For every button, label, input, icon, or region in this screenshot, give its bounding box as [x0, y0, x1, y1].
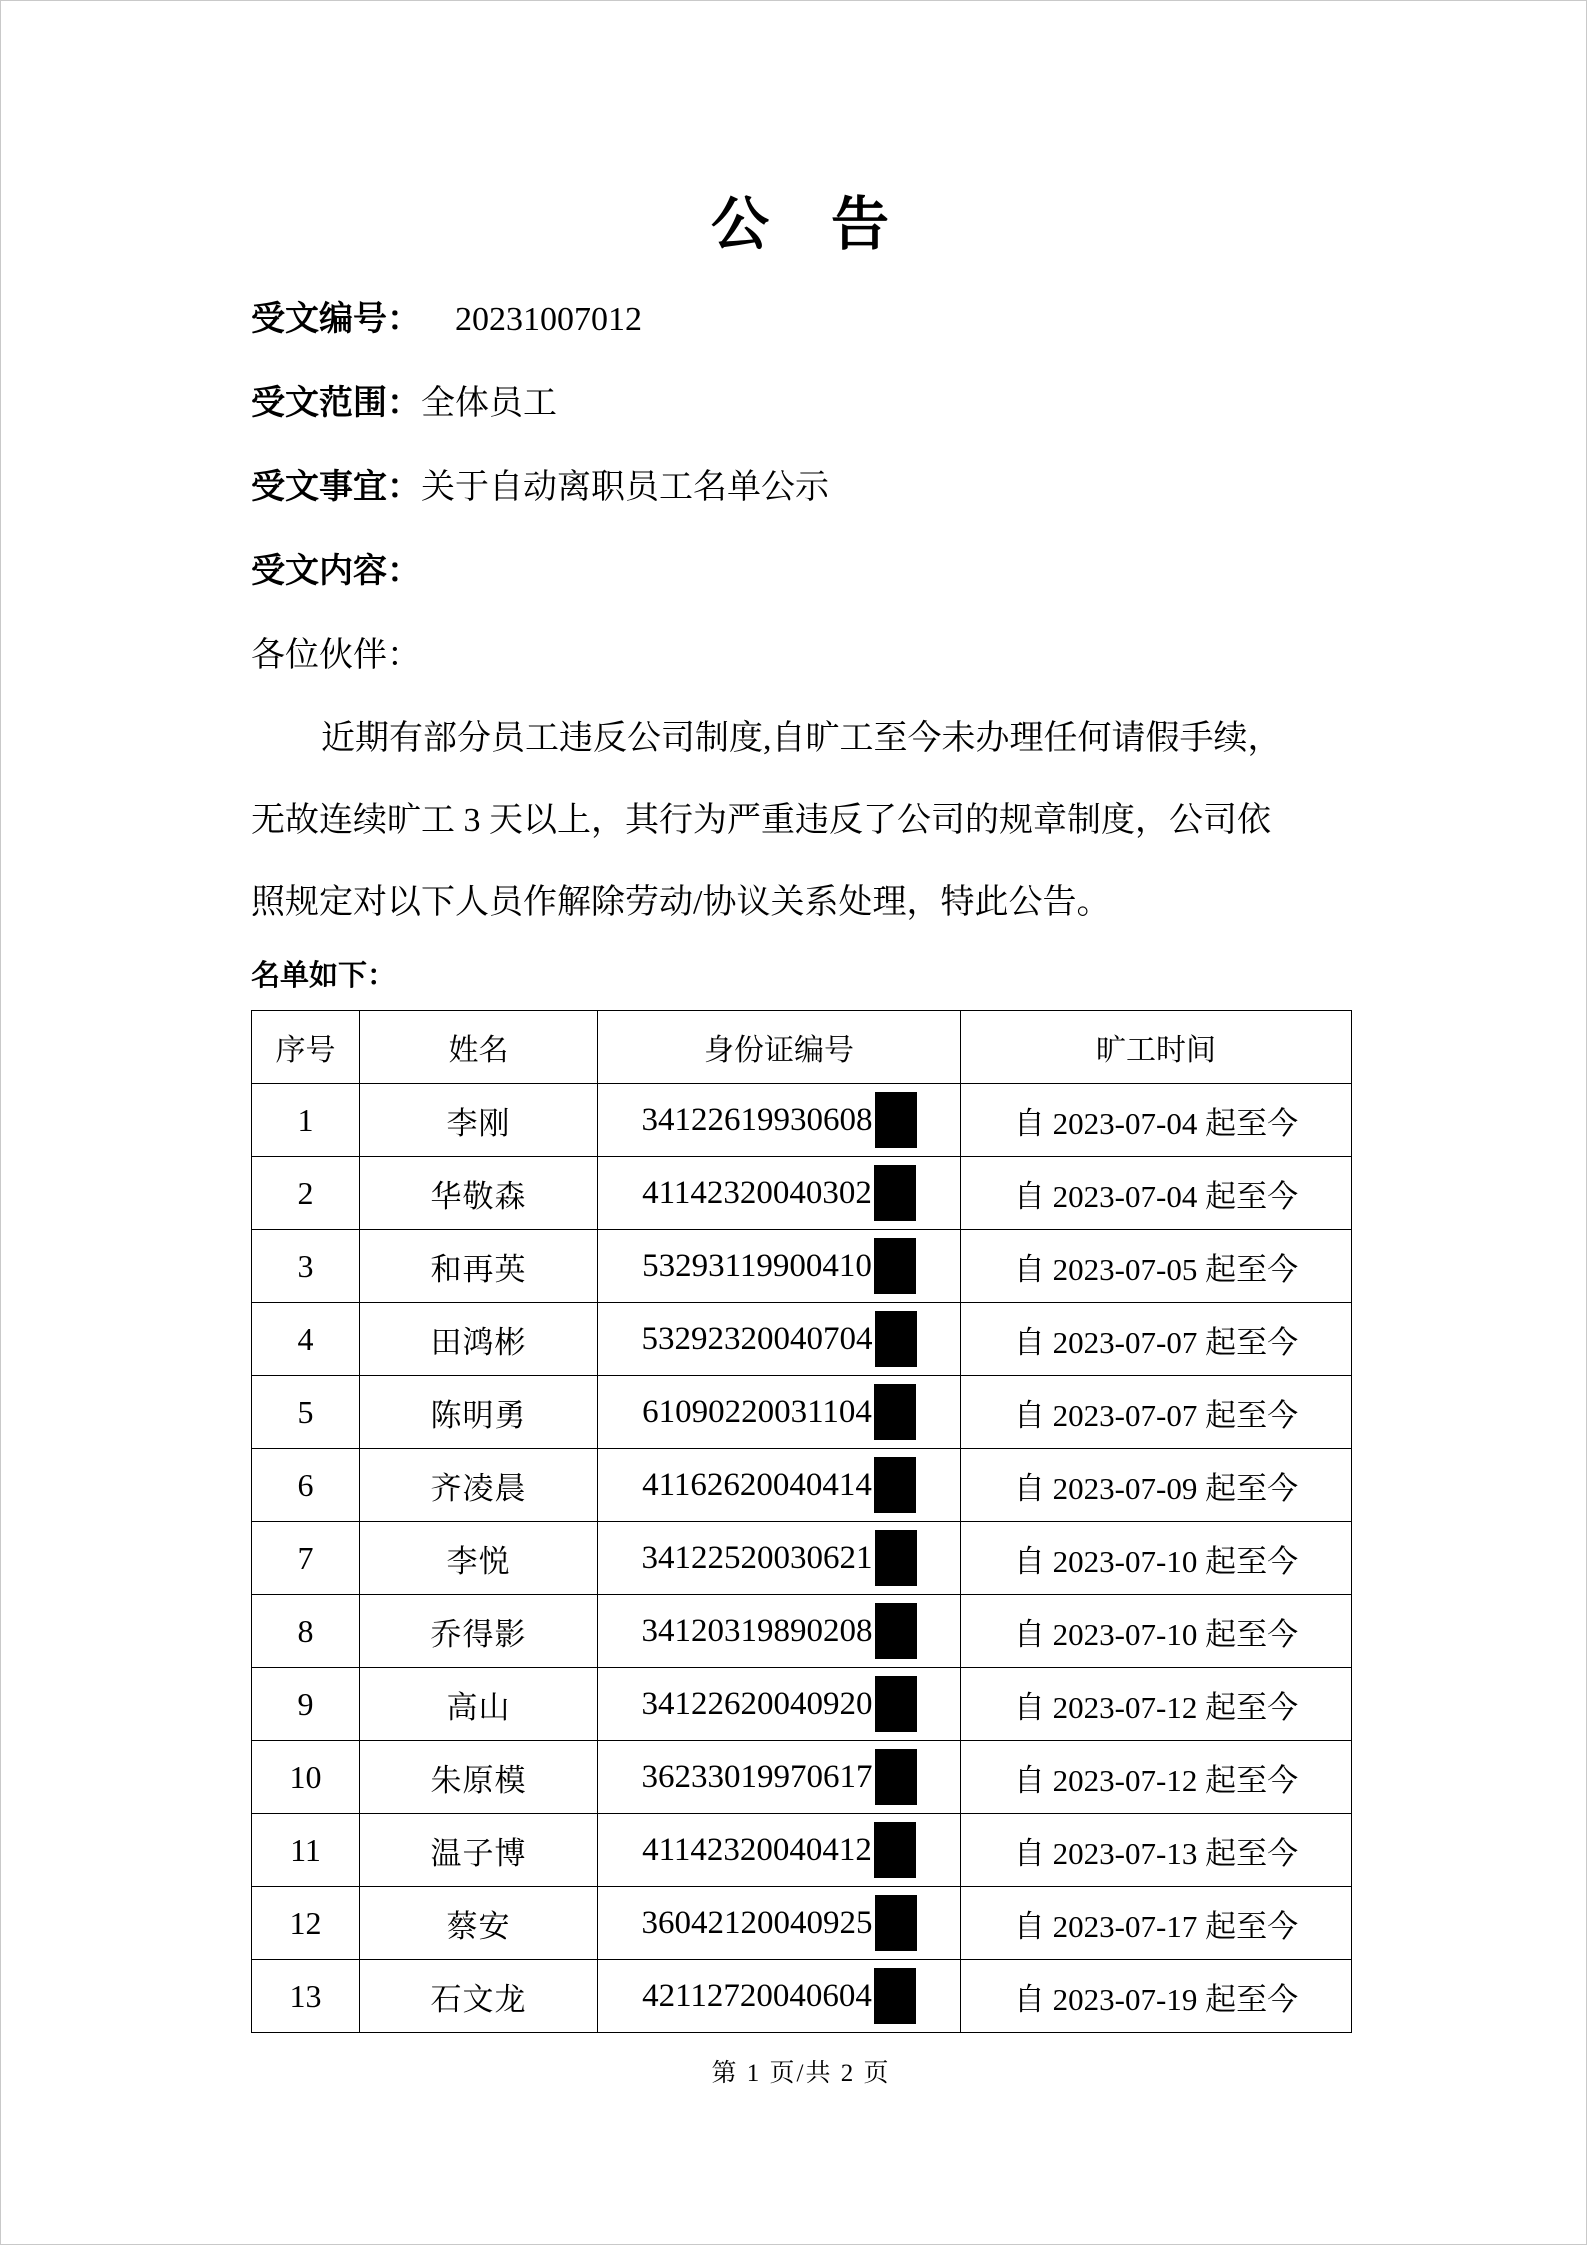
- id-number: 34120319890208: [641, 1612, 873, 1649]
- field-row-doc-number: [251, 278, 1351, 362]
- cell-absence-period: 自 2023-07-10 起至今: [961, 1522, 1352, 1595]
- table-row: [252, 1668, 1352, 1741]
- table-header-name: 姓名: [360, 1011, 598, 1084]
- cell-absence-period: 自 2023-07-12 起至今: [961, 1668, 1352, 1741]
- cell-name: 齐凌晨: [360, 1449, 598, 1522]
- employee-table-body: [252, 1084, 1352, 2033]
- cell-id-number: [598, 1960, 961, 2033]
- page-title: 公 告: [710, 192, 891, 257]
- cell-absence-period: 自 2023-07-07 起至今: [961, 1376, 1352, 1449]
- redaction-block: [875, 1749, 917, 1805]
- cell-name: 李刚: [360, 1084, 598, 1157]
- table-row: [252, 1814, 1352, 1887]
- cell-id-number: [598, 1084, 961, 1157]
- cell-index: 1: [252, 1084, 360, 1157]
- table-header-absence-period: 旷工时间: [961, 1011, 1352, 1084]
- table-row: [252, 1449, 1352, 1522]
- id-number: 41162620040414: [642, 1466, 872, 1503]
- id-number: 34122619930608: [641, 1101, 873, 1138]
- id-number-group: [598, 1530, 960, 1586]
- cell-name: 和再英: [360, 1230, 598, 1303]
- paragraph-line: 近期有部分员工违反公司制度,自旷工至今未办理任何请假手续，: [321, 720, 1282, 757]
- cell-id-number: [598, 1230, 961, 1303]
- cell-id-number: [598, 1449, 961, 1522]
- body-paragraph: [251, 698, 1351, 944]
- redaction-block: [874, 1822, 916, 1878]
- id-number-group: [598, 1603, 960, 1659]
- redaction-block: [874, 1968, 916, 2024]
- id-number-group: [598, 1895, 960, 1951]
- field-value: 关于自动离职员工名单公示: [421, 469, 829, 506]
- cell-index: 9: [252, 1668, 360, 1741]
- id-number: 36042120040925: [641, 1904, 873, 1941]
- cell-id-number: [598, 1887, 961, 1960]
- id-number: 61090220031104: [642, 1393, 872, 1430]
- cell-name: 高山: [360, 1668, 598, 1741]
- table-header-index: 序号: [252, 1011, 360, 1084]
- id-number-group: [598, 1092, 960, 1148]
- redaction-block: [875, 1092, 917, 1148]
- id-number-group: [598, 1311, 960, 1367]
- cell-name: 乔得影: [360, 1595, 598, 1668]
- redaction-block: [875, 1530, 917, 1586]
- cell-name: 石文龙: [360, 1960, 598, 2033]
- cell-id-number: [598, 1814, 961, 1887]
- table-row: [252, 1887, 1352, 1960]
- cell-name: 陈明勇: [360, 1376, 598, 1449]
- cell-index: 10: [252, 1741, 360, 1814]
- cell-absence-period: 自 2023-07-04 起至今: [961, 1157, 1352, 1230]
- page-number: 第 1 页/共 2 页: [711, 2060, 891, 2087]
- id-number: 34122620040920: [641, 1685, 873, 1722]
- id-number-group: [598, 1457, 960, 1513]
- cell-name: 蔡安: [360, 1887, 598, 1960]
- cell-id-number: [598, 1668, 961, 1741]
- cell-absence-period: 自 2023-07-13 起至今: [961, 1814, 1352, 1887]
- field-label: 受文内容：: [251, 553, 421, 590]
- id-number: 41142320040302: [642, 1174, 872, 1211]
- field-label: 受文范围：: [251, 385, 421, 422]
- id-number: 42112720040604: [642, 1977, 872, 2014]
- paragraph-line: 无故连续旷工 3 天以上，其行为严重违反了公司的规章制度，公司依: [251, 802, 1271, 839]
- field-value: 全体员工: [421, 385, 557, 422]
- cell-absence-period: 自 2023-07-09 起至今: [961, 1449, 1352, 1522]
- id-number: 53293119900410: [642, 1247, 872, 1284]
- cell-name: 朱原模: [360, 1741, 598, 1814]
- cell-name: 温子博: [360, 1814, 598, 1887]
- cell-id-number: [598, 1741, 961, 1814]
- redaction-block: [874, 1457, 916, 1513]
- table-header-id-number: 身份证编号: [598, 1011, 961, 1084]
- redaction-block: [875, 1676, 917, 1732]
- field-row-doc-scope: [251, 362, 1351, 446]
- field-row-doc-subject: [251, 446, 1351, 530]
- cell-index: 4: [252, 1303, 360, 1376]
- employee-table-head: [252, 1011, 1352, 1084]
- table-row: [252, 1960, 1352, 2033]
- id-number: 34122520030621: [641, 1539, 873, 1576]
- cell-id-number: [598, 1595, 961, 1668]
- cell-absence-period: 自 2023-07-05 起至今: [961, 1230, 1352, 1303]
- cell-index: 7: [252, 1522, 360, 1595]
- cell-id-number: [598, 1157, 961, 1230]
- paragraph-line: 照规定对以下人员作解除劳动/协议关系处理，特此公告。: [251, 884, 1111, 921]
- field-label: 受文编号：: [251, 301, 421, 338]
- field-row-doc-content: [251, 530, 1351, 614]
- cell-index: 13: [252, 1960, 360, 2033]
- id-number-group: [598, 1749, 960, 1805]
- id-number-group: [598, 1384, 960, 1440]
- cell-absence-period: 自 2023-07-07 起至今: [961, 1303, 1352, 1376]
- table-row: [252, 1230, 1352, 1303]
- table-row: [252, 1157, 1352, 1230]
- salutation-row: [251, 614, 1351, 698]
- id-number-group: [598, 1238, 960, 1294]
- cell-absence-period: 自 2023-07-17 起至今: [961, 1887, 1352, 1960]
- id-number-group: [598, 1968, 960, 2024]
- cell-id-number: [598, 1376, 961, 1449]
- redaction-block: [875, 1895, 917, 1951]
- cell-index: 8: [252, 1595, 360, 1668]
- field-value: 20231007012: [455, 301, 642, 338]
- page-content: [251, 1, 1351, 2089]
- field-label: 受文事宜：: [251, 469, 421, 506]
- cell-id-number: [598, 1522, 961, 1595]
- redaction-block: [874, 1165, 916, 1221]
- id-number: 36233019970617: [641, 1758, 873, 1795]
- cell-id-number: [598, 1303, 961, 1376]
- redaction-block: [875, 1311, 917, 1367]
- header-fields: [251, 278, 1351, 698]
- salutation: 各位伙伴：: [251, 637, 421, 674]
- id-number-group: [598, 1165, 960, 1221]
- table-row: [252, 1084, 1352, 1157]
- table-row: [252, 1595, 1352, 1668]
- cell-name: 田鸿彬: [360, 1303, 598, 1376]
- cell-index: 5: [252, 1376, 360, 1449]
- table-row: [252, 1376, 1352, 1449]
- cell-index: 3: [252, 1230, 360, 1303]
- cell-index: 11: [252, 1814, 360, 1887]
- employee-table: [251, 1010, 1352, 2033]
- cell-name: 华敬森: [360, 1157, 598, 1230]
- id-number-group: [598, 1676, 960, 1732]
- cell-index: 6: [252, 1449, 360, 1522]
- redaction-block: [874, 1384, 916, 1440]
- cell-absence-period: 自 2023-07-12 起至今: [961, 1741, 1352, 1814]
- cell-index: 2: [252, 1157, 360, 1230]
- table-row: [252, 1741, 1352, 1814]
- cell-index: 12: [252, 1887, 360, 1960]
- cell-absence-period: 自 2023-07-10 起至今: [961, 1595, 1352, 1668]
- redaction-block: [874, 1238, 916, 1294]
- list-intro-label: 名单如下：: [251, 960, 397, 992]
- table-row: [252, 1522, 1352, 1595]
- cell-absence-period: 自 2023-07-04 起至今: [961, 1084, 1352, 1157]
- id-number-group: [598, 1822, 960, 1878]
- cell-name: 李悦: [360, 1522, 598, 1595]
- cell-absence-period: 自 2023-07-19 起至今: [961, 1960, 1352, 2033]
- table-header-row: [252, 1011, 1352, 1084]
- redaction-block: [875, 1603, 917, 1659]
- table-row: [252, 1303, 1352, 1376]
- id-number: 41142320040412: [642, 1831, 872, 1868]
- id-number: 53292320040704: [641, 1320, 873, 1357]
